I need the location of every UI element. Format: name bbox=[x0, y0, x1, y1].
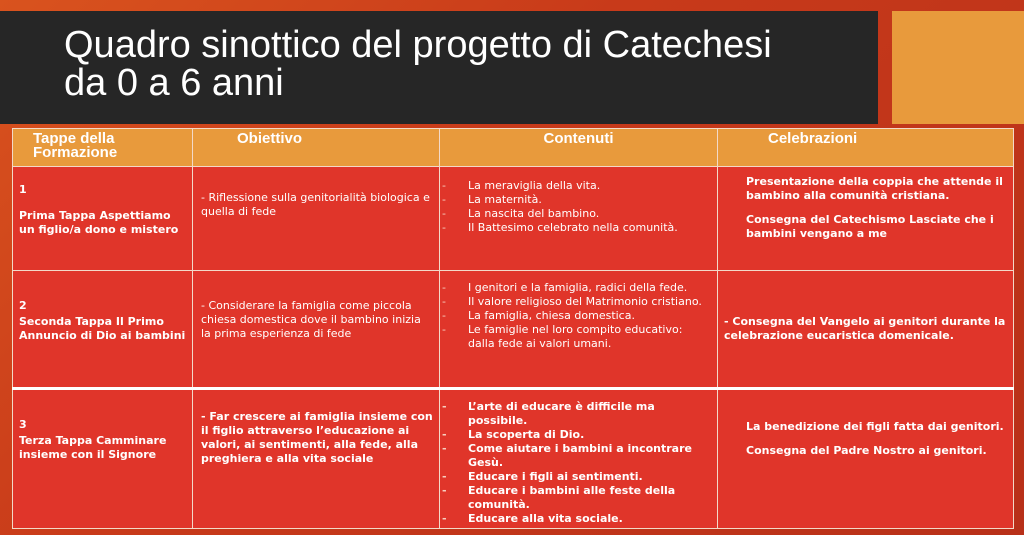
celebration-item: Presentazione della coppia che attende il bambino alla comunità cristiana. bbox=[746, 175, 1003, 202]
contenuti-cell bbox=[440, 167, 718, 271]
list-item: - Il Battesimo celebrato nella comunità. bbox=[440, 221, 711, 235]
list-item: - La famiglia, chiesa domestica. bbox=[440, 309, 711, 323]
tappa-label: Seconda Tappa Il Primo Annuncio di Dio ai bambini bbox=[19, 315, 186, 342]
accent-box bbox=[892, 11, 1024, 124]
list-item: - Le famiglie nel loro compito educativo: dalla fede ai valori umani. bbox=[440, 323, 711, 351]
celebration-item: - Consegna del Vangelo ai genitori durante la celebrazione eucaristica domenicale. bbox=[724, 315, 1006, 342]
title-line-2: da 0 a 6 anni bbox=[64, 62, 284, 104]
contenuti-cell bbox=[440, 271, 718, 389]
list-item: - Educare i bambini alle feste della comunità. bbox=[440, 484, 711, 512]
table-row bbox=[13, 167, 1014, 271]
tappa-number: 1 bbox=[19, 183, 27, 196]
celebrazioni-cell bbox=[718, 271, 1014, 389]
tappa-cell bbox=[13, 167, 193, 271]
list-item: - La meraviglia della vita. bbox=[440, 179, 711, 193]
list-item: - Come aiutare i bambini a incontrare Gesù. bbox=[440, 442, 711, 470]
column-header-celebrazioni: Celebrazioni bbox=[718, 129, 1014, 167]
tappa-cell bbox=[13, 389, 193, 529]
tappa-label: Terza Tappa Camminare insieme con il Signore bbox=[19, 434, 167, 461]
table-row bbox=[13, 271, 1014, 389]
list-item: - Educare i figli ai sentimenti. bbox=[440, 470, 711, 484]
celebration-item: Consegna del Catechismo Lasciate che i bambini vengano a me bbox=[746, 213, 994, 240]
tappa-cell bbox=[13, 271, 193, 389]
synoptic-table bbox=[12, 128, 1014, 529]
celebrazioni-cell bbox=[718, 389, 1014, 529]
page-title bbox=[64, 26, 864, 102]
tappa-label: Prima Tappa Aspettiamo un figlio/a dono e mistero bbox=[19, 209, 179, 236]
list-item: - L’arte di educare è difficile ma possibile. bbox=[440, 400, 711, 428]
celebration-item: Consegna del Padre Nostro ai genitori. bbox=[746, 444, 987, 457]
column-header-contenuti: Contenuti bbox=[440, 129, 718, 167]
tappa-number: 3 bbox=[19, 418, 27, 431]
celebrazioni-cell bbox=[718, 167, 1014, 271]
celebration-item: La benedizione dei figli fatta dai genitori. bbox=[746, 420, 1004, 433]
table-row bbox=[13, 389, 1014, 529]
list-item: - I genitori e la famiglia, radici della fede. bbox=[440, 281, 711, 295]
obiettivo-cell: - Far crescere ai famiglia insieme con il figlio attraverso l’educazione ai valori, ai sentimenti, alla fede, alla preghiera e alla vita sociale bbox=[193, 389, 440, 529]
list-item: - La scoperta di Dio. bbox=[440, 428, 711, 442]
obiettivo-cell: - Riflessione sulla genitorialità biologica e quella di fede bbox=[193, 167, 440, 271]
table-header-row bbox=[13, 129, 1014, 167]
list-item: - Educare alla vita sociale. bbox=[440, 512, 711, 526]
column-header-tappe: Tappe della Formazione bbox=[13, 129, 193, 167]
contenuti-cell bbox=[440, 389, 718, 529]
list-item: - La maternità. bbox=[440, 193, 711, 207]
title-line-1: Quadro sinottico del progetto di Catechesi bbox=[64, 24, 772, 66]
list-item: - Il valore religioso del Matrimonio cristiano. bbox=[440, 295, 711, 309]
tappa-number: 2 bbox=[19, 299, 27, 312]
list-item: - La nascita del bambino. bbox=[440, 207, 711, 221]
column-header-obiettivo: Obiettivo bbox=[193, 129, 440, 167]
obiettivo-cell: - Considerare la famiglia come piccola chiesa domestica dove il bambino inizia la prima esperienza di fede bbox=[193, 271, 440, 389]
